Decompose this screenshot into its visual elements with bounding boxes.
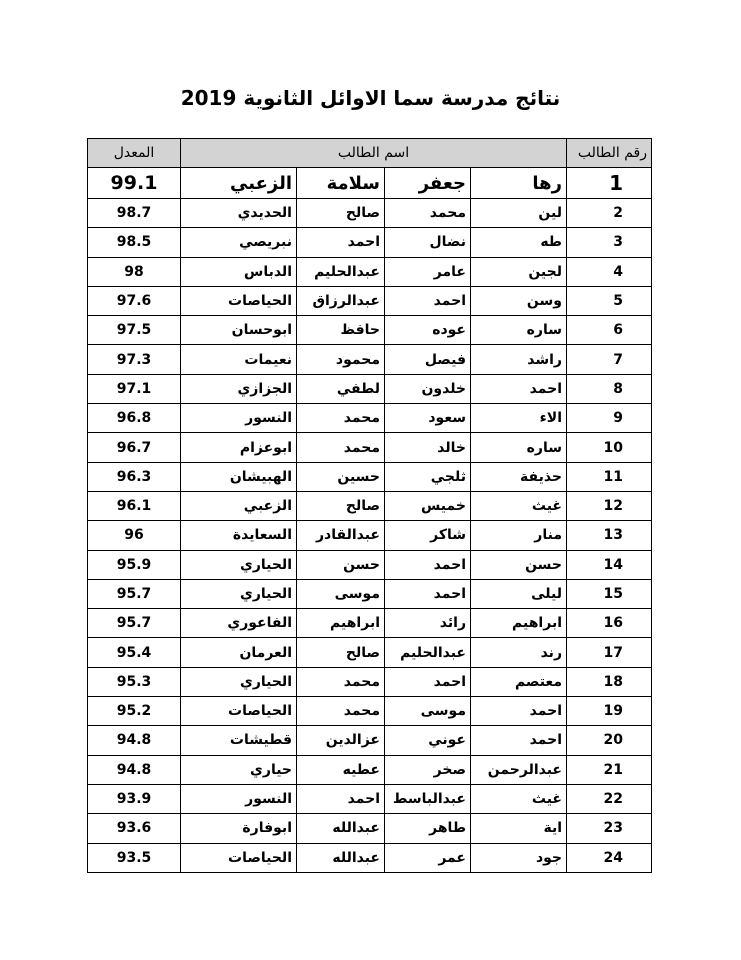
father-name-cell: رائد [385,609,471,638]
family-name-cell: نعيمات [181,345,297,374]
father-name-cell: خميس [385,491,471,520]
first-name-cell: رها [471,168,567,199]
father-name-cell: موسى [385,697,471,726]
table-row [88,667,652,696]
family-name-cell: ابوحسان [181,316,297,345]
first-name-cell: وسن [471,286,567,315]
average-cell: 96.3 [88,462,181,491]
table-row [88,550,652,579]
table-row [88,638,652,667]
student-number-cell: 14 [567,550,652,579]
grandfather-name-cell: محمد [297,697,385,726]
student-number-cell: 6 [567,316,652,345]
first-name-cell: غيث [471,491,567,520]
student-number-cell: 24 [567,843,652,872]
grandfather-name-cell: عبدالله [297,843,385,872]
student-number-cell: 18 [567,667,652,696]
family-name-cell: الحياصات [181,843,297,872]
average-cell: 97.3 [88,345,181,374]
average-cell: 98.5 [88,228,181,257]
grandfather-name-cell: محمد [297,404,385,433]
grandfather-name-cell: محمد [297,433,385,462]
father-name-cell: صخر [385,755,471,784]
father-name-cell: احمد [385,667,471,696]
grandfather-name-cell: موسى [297,579,385,608]
average-cell: 93.5 [88,843,181,872]
average-cell: 96.8 [88,404,181,433]
family-name-cell: الحياري [181,550,297,579]
first-name-cell: لجين [471,257,567,286]
father-name-cell: عبدالباسط [385,784,471,813]
first-name-cell: طه [471,228,567,257]
average-cell: 93.9 [88,784,181,813]
student-number-cell: 9 [567,404,652,433]
father-name-cell: طاهر [385,814,471,843]
first-name-cell: احمد [471,726,567,755]
first-name-cell: معتصم [471,667,567,696]
first-name-cell: احمد [471,374,567,403]
table-row [88,345,652,374]
first-name-cell: راشد [471,345,567,374]
average-cell: 98 [88,257,181,286]
grandfather-name-cell: حسين [297,462,385,491]
father-name-cell: احمد [385,550,471,579]
table-row [88,462,652,491]
page-title: نتائج مدرسة سما الاوائل الثانوية 2019 [180,86,561,110]
header-student-number: رقم الطالب [567,139,652,168]
family-name-cell: النسور [181,404,297,433]
father-name-cell: عمر [385,843,471,872]
father-name-cell: محمد [385,199,471,228]
family-name-cell: نبريصي [181,228,297,257]
student-number-cell: 13 [567,521,652,550]
student-number-cell: 1 [567,168,652,199]
first-name-cell: الاء [471,404,567,433]
first-name-cell: ساره [471,316,567,345]
table-row [88,433,652,462]
grandfather-name-cell: احمد [297,228,385,257]
father-name-cell: خالد [385,433,471,462]
grandfather-name-cell: سلامة [297,168,385,199]
father-name-cell: احمد [385,579,471,608]
family-name-cell: العرمان [181,638,297,667]
grandfather-name-cell: صالح [297,491,385,520]
family-name-cell: الحياصات [181,286,297,315]
table-row [88,521,652,550]
table-row [88,843,652,872]
first-name-cell: عبدالرحمن [471,755,567,784]
student-number-cell: 23 [567,814,652,843]
header-student-name: اسم الطالب [181,139,567,168]
father-name-cell: شاكر [385,521,471,550]
father-name-cell: سعود [385,404,471,433]
average-cell: 95.7 [88,579,181,608]
family-name-cell: الحياصات [181,697,297,726]
family-name-cell: الزعبي [181,491,297,520]
father-name-cell: نضال [385,228,471,257]
grandfather-name-cell: عطيه [297,755,385,784]
father-name-cell: احمد [385,286,471,315]
father-name-cell: عوده [385,316,471,345]
grandfather-name-cell: محمود [297,345,385,374]
table-row [88,404,652,433]
table-row [88,286,652,315]
student-number-cell: 4 [567,257,652,286]
average-cell: 99.1 [88,168,181,199]
first-name-cell: منار [471,521,567,550]
grandfather-name-cell: صالح [297,199,385,228]
first-name-cell: اية [471,814,567,843]
student-number-cell: 17 [567,638,652,667]
grandfather-name-cell: عزالدين [297,726,385,755]
student-number-cell: 19 [567,697,652,726]
father-name-cell: عوني [385,726,471,755]
grandfather-name-cell: صالح [297,638,385,667]
first-name-cell: حذيفة [471,462,567,491]
student-number-cell: 10 [567,433,652,462]
header-average: المعدل [88,139,181,168]
family-name-cell: الفاعوري [181,609,297,638]
student-number-cell: 22 [567,784,652,813]
student-number-cell: 7 [567,345,652,374]
first-name-cell: غيث [471,784,567,813]
average-cell: 96 [88,521,181,550]
grandfather-name-cell: عبدالرزاق [297,286,385,315]
first-name-cell: ليلى [471,579,567,608]
student-number-cell: 21 [567,755,652,784]
table-row [88,316,652,345]
student-number-cell: 11 [567,462,652,491]
grandfather-name-cell: لطفي [297,374,385,403]
average-cell: 95.3 [88,667,181,696]
grandfather-name-cell: حافظ [297,316,385,345]
first-name-cell: ساره [471,433,567,462]
table-row [88,726,652,755]
father-name-cell: فيصل [385,345,471,374]
first-name-cell: ابراهيم [471,609,567,638]
father-name-cell: خلدون [385,374,471,403]
average-cell: 96.1 [88,491,181,520]
table-row [88,168,652,199]
table-row [88,228,652,257]
first-name-cell: جود [471,843,567,872]
average-cell: 95.4 [88,638,181,667]
student-number-cell: 20 [567,726,652,755]
student-number-cell: 15 [567,579,652,608]
family-name-cell: حياري [181,755,297,784]
student-number-cell: 8 [567,374,652,403]
average-cell: 95.9 [88,550,181,579]
student-number-cell: 2 [567,199,652,228]
table-row [88,491,652,520]
family-name-cell: الجزازي [181,374,297,403]
grandfather-name-cell: محمد [297,667,385,696]
table-row [88,374,652,403]
table-body [88,168,652,873]
student-number-cell: 3 [567,228,652,257]
father-name-cell: ثلجي [385,462,471,491]
family-name-cell: النسور [181,784,297,813]
average-cell: 97.1 [88,374,181,403]
grandfather-name-cell: عبدالحليم [297,257,385,286]
average-cell: 94.8 [88,755,181,784]
family-name-cell: قطيشات [181,726,297,755]
average-cell: 95.2 [88,697,181,726]
family-name-cell: الزعبي [181,168,297,199]
father-name-cell: عبدالحليم [385,638,471,667]
student-number-cell: 5 [567,286,652,315]
table-row [88,257,652,286]
father-name-cell: جعفر [385,168,471,199]
family-name-cell: الحديدي [181,199,297,228]
average-cell: 97.5 [88,316,181,345]
grandfather-name-cell: ابراهيم [297,609,385,638]
average-cell: 94.8 [88,726,181,755]
average-cell: 93.6 [88,814,181,843]
grandfather-name-cell: عبدالله [297,814,385,843]
table-row [88,199,652,228]
family-name-cell: ابوفارة [181,814,297,843]
table-row [88,814,652,843]
grandfather-name-cell: حسن [297,550,385,579]
student-number-cell: 12 [567,491,652,520]
results-table [87,138,652,873]
table-row [88,755,652,784]
father-name-cell: عامر [385,257,471,286]
student-number-cell: 16 [567,609,652,638]
first-name-cell: حسن [471,550,567,579]
average-cell: 96.7 [88,433,181,462]
first-name-cell: لين [471,199,567,228]
family-name-cell: الدباس [181,257,297,286]
family-name-cell: السعايدة [181,521,297,550]
average-cell: 97.6 [88,286,181,315]
grandfather-name-cell: عبدالقادر [297,521,385,550]
family-name-cell: الحياري [181,667,297,696]
table-row [88,784,652,813]
first-name-cell: رند [471,638,567,667]
family-name-cell: الهبيشان [181,462,297,491]
family-name-cell: ابوعزام [181,433,297,462]
table-row [88,579,652,608]
header-row [88,139,652,168]
table-row [88,697,652,726]
first-name-cell: احمد [471,697,567,726]
average-cell: 98.7 [88,199,181,228]
grandfather-name-cell: احمد [297,784,385,813]
family-name-cell: الحياري [181,579,297,608]
table-row [88,609,652,638]
average-cell: 95.7 [88,609,181,638]
